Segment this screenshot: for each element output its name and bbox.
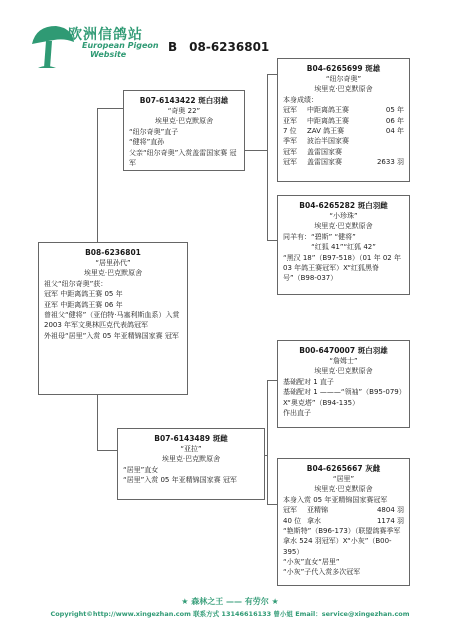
maternal-granddam-note: “小灰”直女“居里”	[283, 557, 340, 566]
subject-note: 外祖母“居里”入赏 05 年亚精锦国家赛 冠军	[44, 331, 179, 340]
connector	[267, 380, 277, 381]
connector	[265, 455, 267, 456]
maternal-granddam-note: “艳斯特”（B96-173）（联盟鸽赛季军 拿水 524 羽冠军）X“小灰”（B00-395）	[283, 526, 401, 556]
maternal-granddam-intro: 本身入赏 05 年亚精锦国家赛冠军	[283, 495, 388, 504]
connector	[97, 395, 98, 450]
paternal-grandsire-title: B04-6265699 斑雄	[306, 64, 381, 73]
paternal-grandsire-loft: 埃里克·巴克默原舍	[314, 85, 373, 94]
subject-ring-header	[168, 40, 269, 54]
maternal-grandsire-note: 基础配对 1 ———“领袖”（B95-079）X“奥克塔”（B94-135）	[283, 388, 403, 407]
connector	[267, 240, 277, 241]
connector	[267, 74, 277, 75]
dam-loft: 埃里克·巴克默原舍	[161, 455, 221, 464]
result-row: 冠军 盖雷国家赛 2633 羽	[283, 157, 404, 166]
paternal-granddam-title: B04-6265282 斑白羽雌	[299, 201, 388, 210]
maternal-grandsire-nickname: “詹姆士”	[329, 357, 358, 366]
subject-ring-title: B08-6236801	[85, 248, 141, 257]
paternal-grandsire-nickname: “纽尔奇奥”	[325, 75, 362, 84]
paternal-granddam-note: “红狐 41”“红狐 42”	[311, 243, 376, 252]
paternal-granddam-note: “黑汉 18”（B97-518）（01 年 02 年 03 年鸽王赛冠军）X“红狐黑脊号”（B98-037）	[283, 253, 401, 283]
sire-nickname: “奇奥 22”	[167, 107, 201, 116]
subject-note: 曾祖父“健将”（亚伯特·马塞利斯血系）入赏 2003 年军文奥林匹克代表鸽冠军	[44, 310, 180, 330]
subject-ring-number: 08-6236801	[189, 40, 270, 54]
sire-note: “纽尔奇奥”直子	[129, 127, 179, 136]
paternal-granddam-nickname: “小珍珠”	[329, 212, 358, 221]
maternal-grandsire-note: 基础配对 1 直子	[283, 377, 334, 386]
subject-note: 冠军 中距离鸽王赛 05 年	[44, 290, 123, 299]
sire-note: 父亲“纽尔奇奥”入赏盖雷国家赛 冠军	[129, 148, 237, 167]
maternal-grandsire-note: 作出直子	[283, 408, 311, 417]
subject-note: 祖父“纽尔奇奥”获：	[44, 279, 108, 288]
result-row: 亚军 中距离鸽王赛 06 年	[283, 116, 404, 125]
subject-nickname: “居里孙代”	[95, 259, 131, 268]
footer-motto: ★ 森林之王 —— 有劳尔 ★	[181, 597, 279, 606]
sire-loft: 埃里克·巴克默原舍	[154, 117, 214, 126]
result-row: 冠军 亚精锦 4804 羽	[283, 506, 404, 515]
subject-note: 亚军 中距离鸽王赛 06 年	[44, 300, 123, 309]
connector	[245, 150, 267, 151]
sire-title: B07-6143422 斑白羽雄	[139, 96, 229, 105]
result-row: 7 位 ZAV 鸽王赛 04 年	[283, 126, 404, 135]
connector	[267, 380, 268, 504]
maternal-granddam-loft: 埃里克·巴克默原舍	[314, 485, 373, 494]
paternal-granddam-note: 同羊有：“碧斯” “健将”	[283, 232, 356, 241]
paternal-grandsire-card	[277, 58, 410, 182]
dam-card	[117, 428, 265, 500]
logo-cn-text: 欧洲信鸽站	[68, 27, 143, 43]
connector	[97, 108, 98, 242]
maternal-granddam-card	[277, 458, 410, 586]
result-row: 冠军 盖雷国家赛	[283, 147, 342, 156]
connector	[97, 108, 123, 109]
footer-contact: Copyright©http://www.xingezhan.com 联系方式 13146616133 曾小姐 Email：service@xingezhan.com	[50, 610, 410, 618]
connector	[97, 450, 117, 451]
maternal-granddam-nickname: “居里”	[332, 475, 355, 484]
logo-en-text-2: Website	[90, 50, 127, 59]
site-logo	[30, 22, 160, 72]
maternal-grandsire-card	[277, 340, 410, 428]
dam-note: “居里”入赏 05 年亚精锦国家赛 冠军	[123, 476, 237, 485]
maternal-grandsire-title: B00-6470007 斑白羽雄	[299, 346, 388, 355]
logo-en-text-1: European Pigeon	[82, 41, 159, 50]
paternal-granddam-card	[277, 195, 410, 295]
maternal-grandsire-loft: 埃里克·巴克默原舍	[314, 367, 373, 376]
dam-note: “居里”直女	[123, 465, 159, 474]
dam-title: B07-6143489 斑雌	[154, 434, 228, 443]
subject-sex: B	[168, 40, 178, 54]
paternal-granddam-loft: 埃里克·巴克默原舍	[314, 222, 373, 231]
sire-card	[123, 90, 245, 171]
maternal-granddam-title: B04-6265667 灰雌	[306, 464, 381, 473]
maternal-granddam-note: “小灰”子代入赏多次冠军	[283, 568, 361, 577]
subject-pigeon-card	[38, 242, 188, 395]
result-row: 冠军 中距离鸽王赛 05 年	[283, 106, 404, 115]
dam-nickname: “亚拉”	[180, 445, 202, 454]
subject-loft: 埃里克·巴克默原舍	[83, 269, 143, 278]
connector	[267, 504, 277, 505]
paternal-grandsire-intro: 本身成绩：	[283, 95, 318, 104]
connector	[267, 74, 268, 240]
result-row: 季军 波治半国家赛	[283, 137, 349, 146]
sire-note: “健将”直孙	[129, 138, 165, 147]
result-row: 40 位 拿水 1174 羽	[283, 516, 404, 525]
